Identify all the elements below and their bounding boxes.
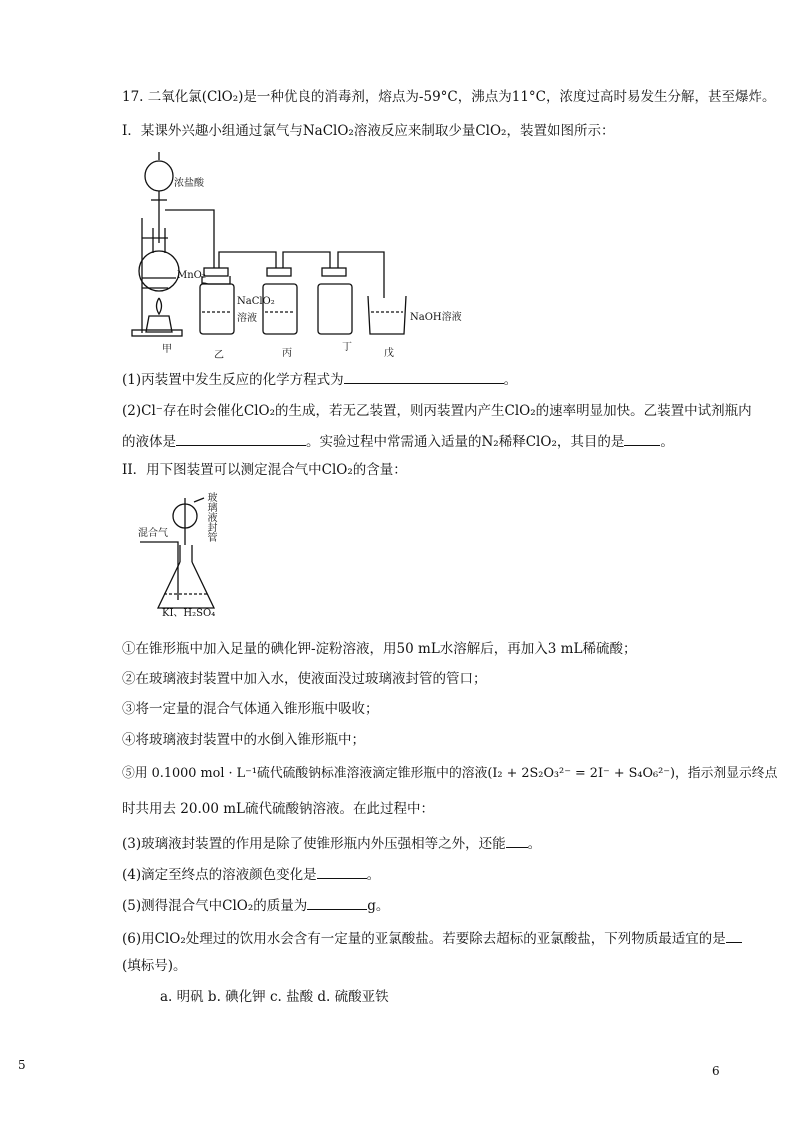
step-3: ③将一定量的混合气体通入锥形瓶中吸收； xyxy=(122,701,379,717)
question-2-line1: (2)Cl⁻存在时会催化ClO₂的生成，若无乙装置，则丙装置内产生ClO₂的速率明显加快。乙装置中试剂瓶内 xyxy=(122,403,752,419)
question-3: (3)玻璃液封装置的作用是除了使锥形瓶内外压强相等之外，还能 。 xyxy=(122,833,541,853)
label-jia: 甲 xyxy=(162,344,172,355)
answer-blank-5[interactable] xyxy=(307,895,367,910)
label-mno2: MnO₂ xyxy=(177,270,206,281)
step-4: ④将玻璃液封装置中的水倒入锥形瓶中； xyxy=(122,732,365,748)
question-2-line2: 的液体是 。实验过程中常需通入适量的N₂稀释ClO₂，其目的是 。 xyxy=(122,431,674,451)
label-yi: 乙 xyxy=(214,350,224,361)
answer-blank-2a[interactable] xyxy=(176,431,306,446)
alcohol-lamp xyxy=(146,298,172,332)
label-naoh: NaOH溶液 xyxy=(410,312,462,323)
page-number-left: 5 xyxy=(18,1058,26,1072)
answer-blank-6[interactable] xyxy=(726,928,742,943)
conical-flask xyxy=(158,545,214,608)
label-naclo2: NaClO₂ xyxy=(237,296,275,307)
label-seal-tube: 玻璃液封管 xyxy=(205,492,216,542)
separatory-funnel xyxy=(145,152,173,243)
answer-blank-2b[interactable] xyxy=(624,431,660,446)
question-4: (4)滴定至终点的溶液颜色变化是 。 xyxy=(122,864,380,884)
label-solution: 溶液 xyxy=(237,313,257,324)
answer-blank-3[interactable] xyxy=(506,833,528,848)
question-6-line1: (6)用ClO₂处理过的饮用水会含有一定量的亚氯酸盐。若要除去超标的亚氯酸盐，下列物质最适宜的是 xyxy=(122,928,742,948)
liquid-seal-tube xyxy=(173,498,204,545)
bottle-ding xyxy=(318,268,352,334)
answer-blank-4[interactable] xyxy=(317,864,367,879)
question-intro: 17. 二氧化氯(ClO₂)是一种优良的消毒剂，熔点为-59°C，沸点为11°C，浓度过高时易发生分解，甚至爆炸。 xyxy=(122,89,776,105)
step-5-line1: ⑤用 0.1000 mol · L⁻¹硫代硫酸钠标准溶液滴定锥形瓶中的溶液(I₂ + 2S₂O₃²⁻ = 2I⁻ + S₄O₆²⁻)，指示剂显示终点 xyxy=(122,766,778,781)
label-ki-h2so4: KI、H₂SO₄ xyxy=(162,608,216,619)
step-1: ①在锥形瓶中加入足量的碘化钾-淀粉溶液，用50 mL水溶解后，再加入3 mL稀硫酸； xyxy=(122,641,637,657)
beaker-wu xyxy=(368,296,406,334)
answer-blank-1[interactable] xyxy=(344,369,504,384)
part2-intro: II．用下图装置可以测定混合气中ClO₂的含量： xyxy=(122,462,407,478)
label-bing: 丙 xyxy=(282,348,292,359)
question-6-line2: (填标号)。 xyxy=(122,958,187,974)
step-5-line2: 时共用去 20.00 mL硫代硫酸钠溶液。在此过程中： xyxy=(122,801,434,817)
label-wu: 戊 xyxy=(384,348,394,359)
page-number-right: 6 xyxy=(712,1064,720,1078)
liquid-seal-figure xyxy=(140,490,250,620)
label-mixed-gas: 混合气 xyxy=(138,528,168,539)
label-ding: 丁 xyxy=(342,342,352,353)
label-conc-hcl: 浓盐酸 xyxy=(174,178,204,189)
gas-inlet-tube xyxy=(140,542,178,600)
question-1: (1)丙装置中发生反应的化学方程式为 。 xyxy=(122,369,517,389)
question-5: (5)测得混合气中ClO₂的质量为 g。 xyxy=(122,895,389,915)
question-6-options: a. 明矾 b. 碘化钾 c. 盐酸 d. 硫酸亚铁 xyxy=(160,989,389,1005)
part1-intro: I．某课外兴趣小组通过氯气与NaClO₂溶液反应来制取少量ClO₂，装置如图所示： xyxy=(122,123,615,139)
step-2: ②在玻璃液封装置中加入水，使液面没过玻璃液封管的管口； xyxy=(122,671,487,687)
